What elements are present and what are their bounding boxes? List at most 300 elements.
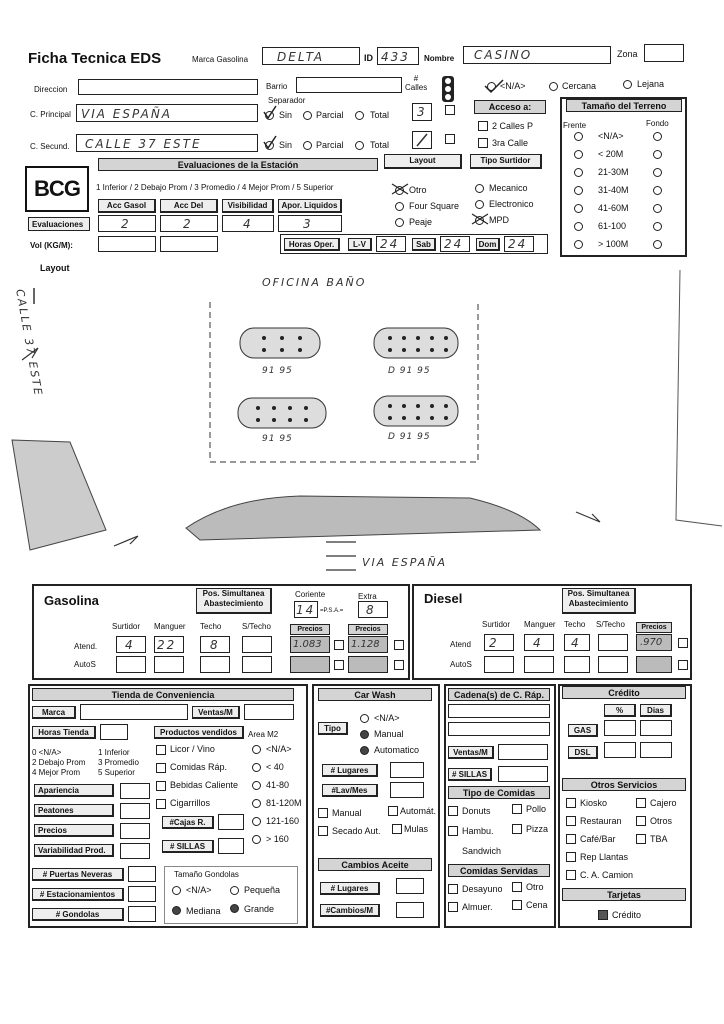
tienda-metric-label-1: Peatones (34, 804, 114, 817)
calles-label: # Calles (405, 74, 428, 92)
gas-precio-checkbox-2[interactable] (394, 640, 404, 650)
gas-precio-value-2: 1.128 (351, 639, 380, 650)
frente-radio-4[interactable] (574, 204, 583, 213)
cadena-field-2[interactable] (448, 722, 550, 736)
calles-checkbox[interactable] (445, 105, 455, 115)
terreno-label-4: 41-60M (598, 203, 629, 213)
cena-label: Cena (526, 900, 548, 910)
estac-field[interactable] (128, 886, 156, 902)
producto-checkbox-3[interactable] (156, 799, 166, 809)
servidas-header: Comidas Servidas (448, 864, 550, 877)
dsl-autos-surtidor[interactable] (484, 656, 514, 673)
tres-calle-label: 3ra Calle (492, 138, 529, 148)
producto-label-1: Comidas Ráp. (170, 762, 228, 772)
sin-label: Sin (279, 140, 293, 150)
dsl-stecho-col: S/Techo (596, 620, 625, 629)
otros-label-7: C. A. Camion (580, 870, 634, 880)
gas-surtidor-field[interactable] (116, 636, 146, 653)
terreno-label-5: 61-100 (598, 221, 627, 231)
area-label-1: < 40 (266, 762, 284, 772)
otros-checkbox-4[interactable] (566, 834, 576, 844)
gasolina-title: Gasolina (44, 593, 99, 608)
carwash-automatico-label: Automatico (374, 745, 420, 755)
producto-label-0: Licor / Vino (170, 744, 215, 754)
fondo-radio-2[interactable] (653, 168, 662, 177)
marca-label: Marca Gasolina (192, 55, 249, 64)
cw-mulas-label: Mulas (404, 824, 429, 834)
frente-label: Frente (563, 121, 587, 130)
gas-precio-field-1[interactable] (290, 636, 330, 653)
cw-automat-label: Automát. (400, 806, 437, 816)
otros-checkbox-5[interactable] (636, 834, 646, 844)
carwash-lugares-label: # Lugares (322, 764, 378, 777)
calles-value: 3 (417, 105, 427, 119)
mecanico-label: Mecanico (489, 183, 528, 193)
tarjetas-header: Tarjetas (562, 888, 686, 901)
tienda-sillas-field[interactable] (218, 838, 244, 854)
dsl-autos-techo[interactable] (564, 656, 590, 673)
extra-label: Extra (358, 592, 377, 601)
check-mark-icon (483, 78, 505, 94)
cadena-header: Cadena(s) de C. Ráp. (448, 688, 550, 701)
direccion-label: Direccion (34, 85, 68, 94)
cambios-header: Cambios Aceite (318, 858, 432, 871)
sab-value: 24 (444, 237, 464, 251)
frente-radio-3[interactable] (574, 186, 583, 195)
area-radio-1[interactable] (252, 763, 261, 772)
tipo-surtidor-button[interactable]: Tipo Surtidor (470, 154, 542, 169)
evaluaciones-row-text: Evaluaciones (32, 220, 84, 229)
area-label: Area M2 (248, 730, 279, 739)
fondo-radio-0[interactable] (653, 132, 662, 141)
cambios-lugares-field[interactable] (396, 878, 424, 894)
otro-comida-checkbox[interactable] (512, 882, 522, 892)
layout-sketch-label: Layout (40, 263, 70, 273)
gas-stecho-field[interactable] (242, 636, 272, 653)
fondo-radio-3[interactable] (653, 186, 662, 195)
corriente-value: 14 (296, 603, 316, 617)
extra-value: 8 (366, 603, 376, 617)
gas-stecho-col: S/Techo (242, 622, 271, 631)
credito-dsl-label: DSL (568, 746, 598, 759)
otros-label-1: Cajero (650, 798, 677, 808)
tienda-sillas-label: # SILLAS (162, 840, 214, 853)
acceso-header: Acceso a: (474, 100, 546, 114)
vol-label: Vol (KG/M): (30, 241, 73, 250)
cadena-sillas-field[interactable] (498, 766, 548, 782)
electronico-label: Electronico (489, 199, 534, 209)
carwash-lugares-field[interactable] (390, 762, 424, 778)
frente-radio-1[interactable] (574, 150, 583, 159)
total-label: Total (370, 110, 390, 120)
acc-del-field[interactable] (160, 215, 218, 232)
dsl-surtidor-field[interactable] (484, 634, 514, 651)
cw-mulas-checkbox[interactable] (392, 824, 402, 834)
gond-mediana-label: Mediana (186, 906, 221, 916)
carwash-manual-radio[interactable] (360, 730, 369, 739)
carwash-na-label: <N/A> (374, 713, 400, 723)
gasolina-pos-button[interactable]: Pos. Simultanea Abastecimiento (196, 588, 272, 614)
nombre-label: Nombre (424, 54, 455, 63)
gas-autos-precio-1[interactable] (290, 656, 330, 673)
c-secund-parcial-radio[interactable] (303, 141, 312, 150)
evaluaciones-header: Evaluaciones de la Estación (98, 158, 378, 171)
area-label-0: <N/A> (266, 744, 292, 754)
terreno-header: Tamaño del Terreno (566, 99, 682, 112)
gond-grande-label: Grande (244, 904, 275, 914)
scale-2: 2 Debajo Prom (32, 758, 86, 767)
desayuno-label: Desayuno (462, 884, 503, 894)
cw-secado-label: Secado Aut. (332, 826, 381, 836)
acc-del-value: 2 (183, 217, 193, 231)
calles-secund-field[interactable] (412, 131, 432, 149)
carwash-header: Car Wash (318, 688, 432, 701)
corriente-label: Coriente (295, 590, 326, 599)
hambu-label: Hambu. (462, 826, 494, 836)
c-principal-field[interactable] (76, 104, 258, 122)
apor-liquidos-field[interactable] (278, 215, 342, 232)
gas-atend-label: Atend. (74, 642, 98, 651)
c-secund-label: C. Secund. (30, 142, 70, 151)
dsl-manguer-value: 4 (533, 636, 543, 650)
gas-precios-col-2: Precios (348, 624, 388, 635)
horas-label: Horas Oper. (284, 238, 340, 251)
scale-1: 1 Inferior (98, 748, 130, 757)
marca-tienda-field[interactable] (80, 704, 188, 720)
dsl-surtidor-col: Surtidor (482, 620, 511, 629)
visibilidad-value: 4 (243, 217, 253, 231)
otros-label-4: Café/Bar (580, 834, 616, 844)
gond-pequena-label: Pequeña (244, 885, 281, 895)
credito-dsl-pct[interactable] (604, 742, 636, 758)
gond-mediana-radio[interactable] (172, 906, 181, 915)
cambios-m-label: #Cambios/M (320, 904, 380, 917)
frente-radio-0[interactable] (574, 132, 583, 141)
gas-surtidor-value: 4 (125, 638, 135, 652)
visibilidad-col: Visibilidad (222, 199, 274, 213)
producto-checkbox-1[interactable] (156, 763, 166, 773)
via-label: VIA ESPAÑA (362, 556, 448, 569)
fondo-radio-5[interactable] (653, 222, 662, 231)
carwash-manual-label: Manual (374, 729, 404, 739)
donuts-label: Donuts (462, 806, 491, 816)
gas-autos-label: AutoS (74, 660, 96, 669)
cw-secado-checkbox[interactable] (318, 826, 328, 836)
c-principal-parcial-radio[interactable] (303, 111, 312, 120)
barrio-label: Barrio (266, 82, 288, 91)
credito-gas-label: GAS (568, 724, 598, 737)
terreno-label-0: <N/A> (598, 131, 624, 141)
terreno-label-6: > 100M (598, 239, 629, 249)
credito-gas-dias[interactable] (640, 720, 672, 736)
gondolas-label: # Gondolas (32, 908, 124, 921)
estac-label: # Estacionamientos (32, 888, 124, 901)
surtidor-electronico-radio[interactable] (475, 200, 484, 209)
donuts-checkbox[interactable] (448, 806, 458, 816)
pollo-label: Pollo (526, 804, 547, 814)
dsl-stecho-field[interactable] (598, 634, 628, 651)
tienda-metric-field-2[interactable] (120, 823, 150, 839)
otros-header: Otros Servicios (562, 778, 686, 791)
otros-checkbox-3[interactable] (636, 816, 646, 826)
cena-checkbox[interactable] (512, 900, 522, 910)
sab-label: Sab (412, 238, 436, 251)
layout-peaje-radio[interactable] (395, 218, 404, 227)
bcg-logo-text: BCG (34, 176, 80, 201)
diesel-title: Diesel (424, 591, 463, 606)
area-radio-0[interactable] (252, 745, 261, 754)
c-secund-field[interactable] (76, 134, 258, 152)
otro-label: Otro (409, 185, 427, 195)
tienda-metric-field-0[interactable] (120, 783, 150, 799)
calles-field[interactable] (412, 103, 432, 121)
tam-gond-label: Tamaño Gondolas (174, 870, 239, 879)
pump-label-1: 91 95 (262, 366, 293, 376)
gondolas-field[interactable] (128, 906, 156, 922)
extra-field[interactable] (358, 601, 388, 618)
c-principal-total-radio[interactable] (355, 111, 364, 120)
credito-dias-col: Dias (640, 704, 672, 717)
cajas-field[interactable] (218, 814, 244, 830)
gas-autos-manguer[interactable] (154, 656, 184, 673)
credito-header: Crédito (562, 686, 686, 699)
dsl-precio-value: .970 (640, 637, 663, 648)
carwash-tipo-label: Tipo (318, 722, 348, 735)
visibilidad-field[interactable] (222, 215, 274, 232)
marca-value: DELTA (277, 50, 325, 64)
apor-liquidos-value: 3 (303, 217, 313, 231)
zona-field[interactable] (644, 44, 684, 62)
gas-techo-field[interactable] (200, 636, 230, 653)
gas-manguer-value: 22 (157, 638, 177, 652)
cercana-label: Cercana (562, 81, 597, 91)
dom-value: 24 (508, 237, 528, 251)
dsl-manguer-field[interactable] (524, 634, 554, 651)
surtidor-mecanico-radio[interactable] (475, 184, 484, 193)
gas-manguer-field[interactable] (154, 636, 184, 653)
tienda-metric-field-3[interactable] (120, 843, 150, 859)
cadena-field-1[interactable] (448, 704, 550, 718)
puertas-field[interactable] (128, 866, 156, 882)
gond-pequena-radio[interactable] (230, 886, 239, 895)
cadena-ventas-label: Ventas/M (448, 746, 494, 759)
frente-radio-2[interactable] (574, 168, 583, 177)
id-label: ID (364, 53, 373, 63)
area-radio-5[interactable] (252, 835, 261, 844)
pump-label-3: 91 95 (262, 434, 293, 444)
psa-label: =P.S.A.= (320, 608, 344, 614)
layout-four-square-radio[interactable] (395, 202, 404, 211)
gas-precios-col-1: Precios (290, 624, 330, 635)
lejana-label: Lejana (637, 79, 665, 89)
otros-checkbox-1[interactable] (636, 798, 646, 808)
otro-comida-label: Otro (526, 882, 544, 892)
otros-label-6: Rep Llantas (580, 852, 629, 862)
c-principal-value: VIA ESPAÑA (81, 107, 173, 121)
gas-autos-surtidor[interactable] (116, 656, 146, 673)
scale-3: 3 Promedio (98, 758, 139, 767)
credito-pct-col: % (604, 704, 636, 717)
gas-autos-techo[interactable] (200, 656, 230, 673)
lejana-radio[interactable] (623, 80, 632, 89)
tienda-metric-label-2: Precios (34, 824, 114, 837)
credito-dsl-dias[interactable] (640, 742, 672, 758)
c-secund-value: CALLE 37 ESTE (85, 137, 202, 151)
credito-tarjeta-checkbox[interactable] (598, 910, 608, 920)
acc-gasol-field[interactable] (98, 215, 156, 232)
gas-manguer-col: Manguer (154, 622, 186, 631)
total-label: Total (370, 140, 390, 150)
layout-button[interactable]: Layout (384, 154, 462, 169)
producto-label-3: Cigarrillos (170, 798, 211, 808)
evaluaciones-scale: 1 Inferior / 2 Debajo Prom / 3 Promedio / 4 Mejor Prom / 5 Superior (96, 183, 334, 192)
horas-tienda-field[interactable] (100, 724, 128, 740)
gas-surtidor-col: Surtidor (112, 622, 141, 631)
horas-tienda-label: Horas Tienda (32, 726, 96, 739)
check-mark-icon (262, 104, 278, 120)
carwash-lav-field[interactable] (390, 782, 424, 798)
calle-label: CALLE 37 ESTE (13, 288, 45, 398)
dsl-precio-field[interactable] (636, 634, 672, 651)
id-field[interactable] (377, 47, 419, 65)
otros-checkbox-7[interactable] (566, 870, 576, 880)
gas-autos-checkbox-1[interactable] (334, 660, 344, 670)
dsl-atend-label: Atend (450, 640, 471, 649)
acc-gasol-col: Acc Gasol (98, 199, 156, 213)
dos-calles-checkbox[interactable] (478, 121, 488, 131)
gas-autos-checkbox-2[interactable] (394, 660, 404, 670)
fondo-label: Fondo (646, 119, 669, 128)
corriente-field[interactable] (294, 601, 318, 618)
area-radio-3[interactable] (252, 799, 261, 808)
frente-radio-5[interactable] (574, 222, 583, 231)
dos-calles-label: 2 Calles P (492, 121, 534, 131)
gas-techo-value: 8 (210, 638, 220, 652)
marca-field[interactable] (262, 47, 360, 65)
otros-checkbox-2[interactable] (566, 816, 576, 826)
puertas-label: # Puertas Neveras (32, 868, 124, 881)
otros-checkbox-0[interactable] (566, 798, 576, 808)
nombre-value: CASINO (474, 48, 533, 62)
area-label-4: 121-160 (266, 816, 300, 826)
parcial-label: Parcial (316, 140, 344, 150)
bcg-logo (25, 166, 89, 212)
dsl-autos-precio[interactable] (636, 656, 672, 673)
dom-label: Dom (476, 238, 500, 251)
oficina-label: OFICINA BAÑO (262, 276, 367, 289)
cw-manual-checkbox[interactable] (318, 808, 328, 818)
dsl-autos-checkbox[interactable] (678, 660, 688, 670)
acc-del-col: Acc Del (160, 199, 218, 213)
traffic-light-icon (442, 76, 454, 102)
form-title: Ficha Tecnica EDS (28, 50, 162, 67)
c-secund-total-radio[interactable] (355, 141, 364, 150)
calles-secund-checkbox[interactable] (445, 134, 455, 144)
barrio-field[interactable] (296, 77, 402, 93)
id-value: 433 (381, 50, 410, 64)
gas-precio-checkbox-1[interactable] (334, 640, 344, 650)
dsl-techo-field[interactable] (564, 634, 590, 651)
cercana-radio[interactable] (549, 82, 558, 91)
almuer-checkbox[interactable] (448, 902, 458, 912)
carwash-automatico-radio[interactable] (360, 746, 369, 755)
acc-gasol-value: 2 (121, 217, 131, 231)
four-square-label: Four Square (409, 201, 460, 211)
diesel-pos-button[interactable]: Pos. Simultanea Abastecimiento (562, 588, 636, 614)
fondo-radio-4[interactable] (653, 204, 662, 213)
sandwich-label: Sandwich (462, 846, 502, 856)
gas-precio-field-2[interactable] (348, 636, 388, 653)
dsl-precio-checkbox[interactable] (678, 638, 688, 648)
producto-checkbox-0[interactable] (156, 745, 166, 755)
lv-value: 24 (380, 237, 400, 251)
hambu-checkbox[interactable] (448, 826, 458, 836)
ventas-tienda-field[interactable] (244, 704, 294, 720)
evaluaciones-row-label (28, 217, 90, 231)
tienda-metric-field-1[interactable] (120, 803, 150, 819)
producto-checkbox-2[interactable] (156, 781, 166, 791)
carwash-lav-label: #Lav/Mes (322, 784, 378, 797)
scale-4: 4 Mejor Prom (32, 768, 81, 777)
desayuno-checkbox[interactable] (448, 884, 458, 894)
pump-label-4: D 91 95 (388, 432, 431, 442)
dsl-autos-stecho[interactable] (598, 656, 628, 673)
site-sketch (0, 240, 724, 585)
gond-grande-radio[interactable] (230, 904, 239, 913)
apor-liquidos-col: Apor. Liquidos (278, 199, 342, 213)
otros-label-0: Kiosko (580, 798, 608, 808)
direccion-field[interactable] (78, 79, 258, 95)
cambios-m-field[interactable] (396, 902, 424, 918)
gas-autos-stecho[interactable] (242, 656, 272, 673)
peaje-label: Peaje (409, 217, 433, 227)
terreno-label-2: 21-30M (598, 167, 629, 177)
nombre-field[interactable] (463, 46, 611, 64)
otros-checkbox-6[interactable] (566, 852, 576, 862)
terreno-label-1: < 20M (598, 149, 624, 159)
credito-gas-pct[interactable] (604, 720, 636, 736)
pollo-checkbox[interactable] (512, 804, 522, 814)
gas-autos-precio-2[interactable] (348, 656, 388, 673)
cajas-label: #Cajas R. (162, 816, 214, 829)
pizza-label: Pizza (526, 824, 549, 834)
area-radio-4[interactable] (252, 817, 261, 826)
gond-na-label: <N/A> (186, 885, 212, 895)
dsl-manguer-col: Manguer (524, 620, 556, 629)
gond-na-radio[interactable] (172, 886, 181, 895)
gas-precio-value-1: 1.083 (293, 639, 322, 650)
check-mark-icon (262, 134, 278, 150)
c-principal-label: C. Principal (30, 110, 71, 119)
area-radio-2[interactable] (252, 781, 261, 790)
dsl-autos-manguer[interactable] (524, 656, 554, 673)
otros-label-5: TBA (650, 834, 668, 844)
fondo-radio-1[interactable] (653, 150, 662, 159)
tres-calle-checkbox[interactable] (478, 138, 488, 148)
dsl-techo-value: 4 (571, 636, 581, 650)
marca-tienda-label: Marca (32, 706, 76, 719)
cadena-ventas-field[interactable] (498, 744, 548, 760)
tienda-header: Tienda de Conveniencia (32, 688, 294, 701)
cw-automat-checkbox[interactable] (388, 806, 398, 816)
carwash-na-radio[interactable] (360, 714, 369, 723)
scale-0: 0 <N/A> (32, 748, 62, 757)
pizza-checkbox[interactable] (512, 824, 522, 834)
tienda-metric-label-3: Variabilidad Prod. (34, 844, 114, 857)
ventas-tienda-label: Ventas/M (192, 706, 240, 719)
cambios-lugares-label: # Lugares (320, 882, 380, 895)
tipo-comidas-header: Tipo de Comidas (448, 786, 550, 799)
